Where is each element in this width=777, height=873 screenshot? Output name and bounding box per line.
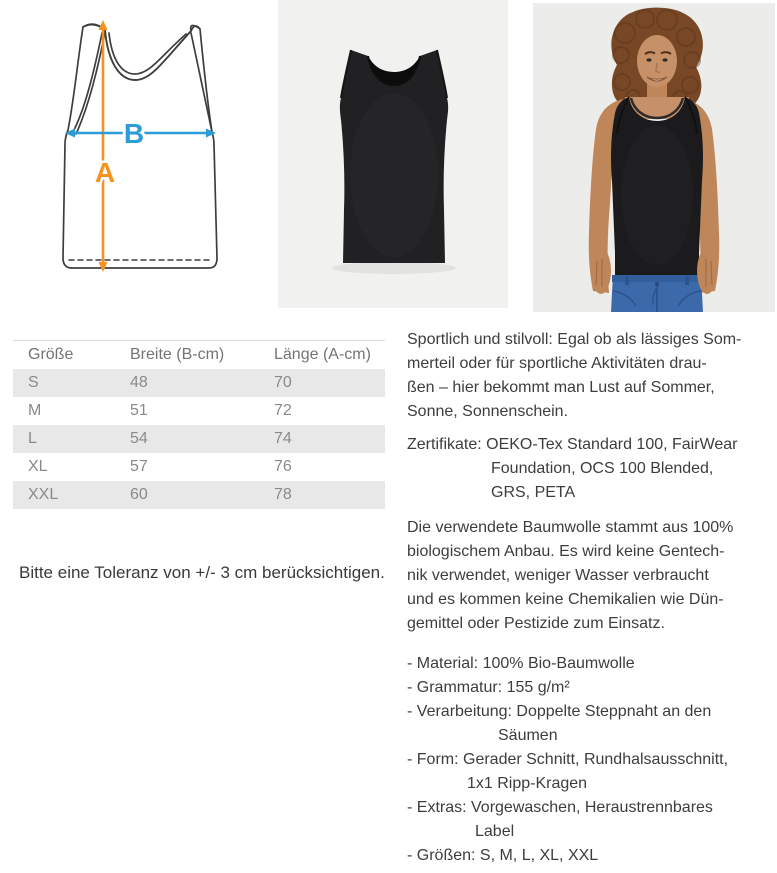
description-specs: - Material: 100% Bio-Baumwolle - Grammatur: 155 g/m² - Verarbeitung: Doppelte Steppnaht an den Säumen - Form: Gerader Schnitt, Rundhalsausschnitt, 1x1 Ripp-Kragen - Extras: Vorgewaschen, Heraustrennbares Label - Größen: S, M, L, XL, XXL xyxy=(407,655,729,864)
description-cotton: Die verwendete Baumwolle stammt aus 100% biologischem Anbau. Es wird keine Gentech- nik verwendet, weniger Wasser verbraucht und es kommen keine Chemikalien wie Dün- gemittel oder Pestizide zum Einsatz. xyxy=(407,519,734,632)
product-description xyxy=(407,328,771,868)
table-row: L 54 74 xyxy=(13,425,385,453)
table-row: M 51 72 xyxy=(28,402,292,419)
tolerance-note: Bitte eine Toleranz von +/- 3 cm berücksichtigen. xyxy=(19,563,385,582)
size-diagram-image[interactable] xyxy=(28,8,262,300)
col-header-size: Größe xyxy=(28,346,74,363)
tank-top-flat-graphic xyxy=(278,0,508,308)
table-row: XL 57 76 xyxy=(28,458,292,475)
width-label: B xyxy=(123,118,145,149)
model-photo-graphic xyxy=(533,3,775,312)
description-certificates: Zertifikate: OEKO-Tex Standard 100, FairWear Foundation, OCS 100 Blended, GRS, PETA xyxy=(407,436,738,501)
left-hand xyxy=(591,248,611,294)
size-diagram-graphic xyxy=(28,8,262,300)
length-label: A xyxy=(94,157,116,188)
col-header-length: Länge (A-cm) xyxy=(274,346,371,363)
product-photo-flat[interactable] xyxy=(278,0,508,308)
table-row: XXL 60 78 xyxy=(13,481,385,509)
product-photo-model[interactable] xyxy=(533,3,775,312)
col-header-width: Breite (B-cm) xyxy=(130,346,225,363)
right-hand xyxy=(697,248,717,294)
table-row: S 48 70 xyxy=(13,369,385,397)
size-table-header xyxy=(13,341,385,369)
size-table xyxy=(13,340,385,509)
jeans xyxy=(611,275,703,312)
description-intro: Sportlich und stilvoll: Egal ob als lässiges Som- merteil oder für sportliche Aktivitäten drau- ßen – hier bekommt man Lust auf Sommer, Sonne, Sonnenschein. xyxy=(407,331,742,420)
